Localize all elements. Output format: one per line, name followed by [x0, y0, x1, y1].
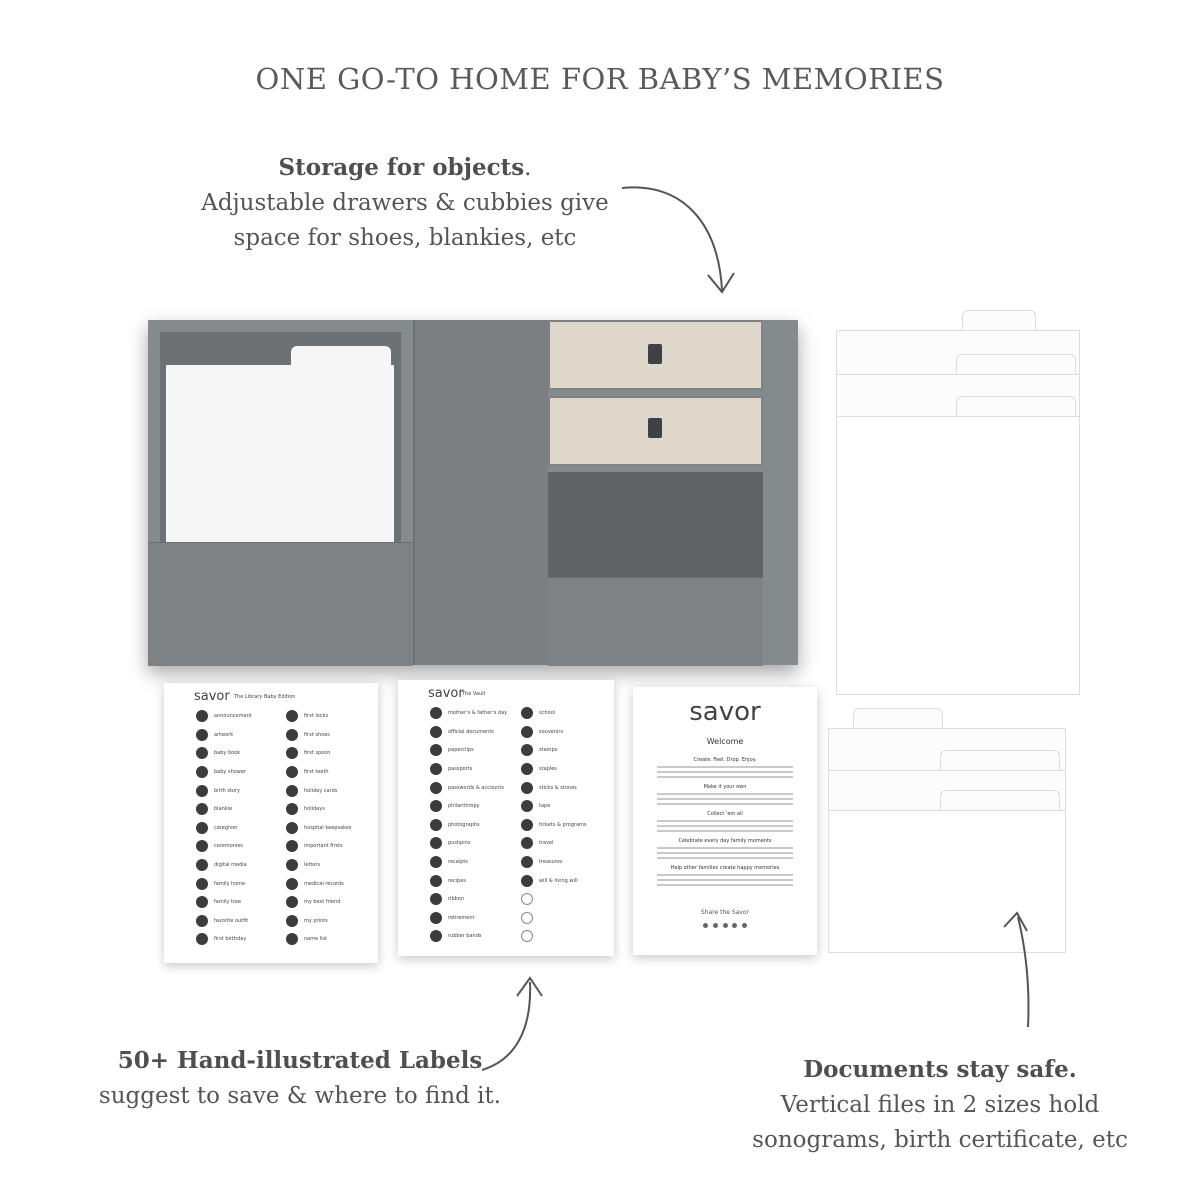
label-illustration-icon [286, 729, 298, 741]
welcome-sections [649, 751, 801, 886]
label-illustration-icon [521, 726, 533, 738]
label-item [286, 819, 368, 838]
welcome-brand: savor [689, 697, 761, 727]
storage-caption-line1: Adjustable drawers & cubbies give [201, 190, 609, 216]
label-item [196, 800, 278, 819]
label-text: holiday cards [304, 787, 338, 794]
box-front-pocket [148, 542, 413, 666]
label-text: caregiver [214, 824, 238, 831]
label-illustration-icon [521, 800, 533, 812]
label-item [430, 816, 513, 835]
documents-caption-line2: sonograms, birth certificate, etc [752, 1127, 1128, 1153]
label-text: paperclips [448, 747, 474, 754]
cubby [548, 472, 763, 577]
label-grid-vault [430, 704, 604, 938]
label-text: stamps [539, 747, 558, 754]
welcome-section-heading: Create. Feel. Drop. Enjoy. [693, 757, 757, 763]
label-text: birth story [214, 787, 240, 794]
label-illustration-icon [286, 878, 298, 890]
label-text: announcement [214, 713, 252, 720]
label-text: philanthropy [448, 803, 480, 810]
label-text: hospital keepsakes [304, 824, 352, 831]
label-item [430, 723, 513, 742]
label-text: first shoes [304, 731, 330, 738]
label-grid-library [196, 707, 368, 945]
welcome-text-line [657, 820, 793, 822]
label-illustration-icon [521, 819, 533, 831]
label-illustration-icon [430, 875, 442, 887]
welcome-text-line [657, 798, 793, 800]
label-item [286, 800, 368, 819]
label-text: will & living will [539, 877, 578, 884]
label-illustration-icon [196, 803, 208, 815]
label-item [521, 871, 604, 890]
label-text: family tree [214, 899, 242, 906]
label-item [521, 927, 604, 946]
label-text: receipts [448, 859, 468, 866]
label-item [286, 707, 368, 726]
label-illustration-icon [430, 819, 442, 831]
label-item [521, 778, 604, 797]
welcome-title: Welcome [706, 737, 744, 746]
label-item [430, 797, 513, 816]
label-item [286, 837, 368, 856]
label-text: official documents [448, 728, 494, 735]
label-item [521, 741, 604, 760]
label-item [521, 797, 604, 816]
welcome-text-line [657, 830, 793, 832]
box-right-panel [548, 320, 798, 665]
label-item [196, 819, 278, 838]
label-item [430, 909, 513, 928]
label-item [196, 781, 278, 800]
label-item [286, 912, 368, 931]
label-item [196, 856, 278, 875]
label-item [521, 760, 604, 779]
label-item [430, 760, 513, 779]
labels-caption-title: 50+ Hand-illustrated Labels [117, 1047, 483, 1074]
storage-arrow-icon [600, 180, 770, 310]
label-text: retirement [448, 914, 475, 921]
storage-caption [190, 150, 620, 256]
label-text: baby book [214, 750, 241, 757]
label-text: digital media [214, 862, 247, 869]
headline: ONE GO-TO HOME FOR BABY’S MEMORIES [255, 62, 945, 96]
label-text: important firsts [304, 843, 343, 850]
label-text: treasures [539, 859, 563, 866]
label-item [286, 893, 368, 912]
label-illustration-icon [430, 837, 442, 849]
label-text: favorite outfit [214, 917, 249, 924]
welcome-text-line [657, 847, 793, 849]
welcome-section-heading: Celebrate every day family moments [678, 838, 772, 844]
label-text: travel [539, 840, 554, 847]
label-item [196, 707, 278, 726]
label-text: tickets & programs [539, 821, 587, 828]
label-illustration-icon [286, 803, 298, 815]
label-illustration-icon [196, 878, 208, 890]
label-illustration-icon [286, 822, 298, 834]
social-icons [703, 923, 747, 929]
label-item [521, 853, 604, 872]
welcome-section-heading: Help other families create happy memories [670, 865, 780, 871]
social-icon [713, 923, 718, 928]
label-text: school [539, 710, 556, 717]
label-text: name list [304, 936, 328, 943]
drawer-bottom[interactable] [548, 396, 763, 466]
label-illustration-icon [430, 726, 442, 738]
label-sheet-vault [398, 680, 614, 956]
label-illustration-icon [430, 782, 442, 794]
label-text: my best friend [304, 899, 341, 906]
label-illustration-icon [430, 893, 442, 905]
label-illustration-icon [521, 930, 533, 942]
label-illustration-icon [521, 782, 533, 794]
label-illustration-icon [286, 896, 298, 908]
label-illustration-icon [286, 747, 298, 759]
social-icon [703, 923, 708, 928]
social-icon [723, 923, 728, 928]
label-text: blankie [214, 806, 233, 813]
label-item [196, 763, 278, 782]
documents-caption-line1: Vertical files in 2 sizes hold [780, 1092, 1100, 1118]
label-text: holidays [304, 806, 325, 813]
label-item [430, 741, 513, 760]
label-item [521, 704, 604, 723]
file-folder-tab [291, 346, 391, 370]
label-item [286, 930, 368, 949]
welcome-text-line [657, 803, 793, 805]
label-illustration-icon [521, 893, 533, 905]
label-text: recipes [448, 877, 467, 884]
label-item [196, 726, 278, 745]
label-text: my prints [304, 917, 328, 924]
label-text: tape [539, 803, 551, 810]
label-illustration-icon [521, 837, 533, 849]
label-text: mother's & father's day [448, 710, 508, 717]
label-illustration-icon [521, 744, 533, 756]
welcome-text-line [657, 793, 793, 795]
label-item [196, 837, 278, 856]
label-item [430, 927, 513, 946]
welcome-text-line [657, 884, 793, 886]
welcome-text-line [657, 879, 793, 881]
sheet-brand: savor [194, 689, 230, 704]
welcome-text-line [657, 852, 793, 854]
drawer-pull-icon [648, 344, 662, 364]
label-item [430, 778, 513, 797]
label-text: first teeth [304, 769, 329, 776]
box-left-panel [148, 320, 413, 665]
storage-caption-title: Storage for objects [278, 154, 525, 181]
label-text: medical records [304, 880, 344, 887]
label-illustration-icon [521, 912, 533, 924]
label-illustration-icon [521, 856, 533, 868]
storage-caption-period: . [524, 155, 532, 181]
label-illustration-icon [430, 856, 442, 868]
label-text: pushpins [448, 840, 471, 847]
label-illustration-icon [196, 859, 208, 871]
label-text: family home [214, 880, 246, 887]
sheet-brand: savor [428, 686, 464, 701]
label-illustration-icon [196, 840, 208, 852]
welcome-share: Share the Savor [700, 909, 750, 916]
welcome-text-line [657, 771, 793, 773]
label-illustration-icon [286, 933, 298, 945]
label-item [430, 890, 513, 909]
label-text: first birthday [214, 936, 247, 943]
label-illustration-icon [196, 729, 208, 741]
label-text: rubber bands [448, 933, 482, 940]
documents-arrow-icon [990, 905, 1060, 1035]
label-item [430, 871, 513, 890]
label-item [286, 726, 368, 745]
label-item [430, 853, 513, 872]
label-item [521, 890, 604, 909]
label-item [430, 834, 513, 853]
keepsake-box [148, 320, 798, 665]
label-text: photographs [448, 821, 480, 828]
social-icon [742, 923, 747, 928]
label-illustration-icon [286, 710, 298, 722]
welcome-text-line [657, 766, 793, 768]
label-illustration-icon [286, 840, 298, 852]
welcome-text-line [657, 874, 793, 876]
labels-caption [80, 1043, 520, 1114]
label-illustration-icon [430, 707, 442, 719]
label-text: passwords & accounts [448, 784, 504, 791]
label-illustration-icon [430, 800, 442, 812]
label-illustration-icon [286, 859, 298, 871]
sheet-subtitle: The Library Baby Edition [234, 694, 296, 700]
label-text: first spoon [304, 750, 331, 757]
label-item [196, 744, 278, 763]
label-text: staples [539, 766, 557, 773]
storage-caption-line2: space for shoes, blankies, etc [233, 225, 577, 251]
documents-caption-title: Documents stay safe. [803, 1056, 1077, 1083]
welcome-section-heading: Collect 'em all [707, 811, 743, 817]
label-text: first locks [304, 713, 329, 720]
label-item [286, 781, 368, 800]
label-item [430, 704, 513, 723]
label-text: sticks & stones [539, 784, 577, 791]
label-text: baby shower [214, 769, 247, 776]
label-item [196, 874, 278, 893]
documents-caption [740, 1052, 1140, 1158]
label-text: ribbon [448, 896, 465, 903]
label-text: passports [448, 766, 473, 773]
label-text: letters [304, 862, 321, 869]
label-illustration-icon [521, 707, 533, 719]
label-illustration-icon [196, 785, 208, 797]
label-item [286, 763, 368, 782]
box-spine [413, 320, 552, 665]
label-illustration-icon [196, 710, 208, 722]
label-item [196, 930, 278, 949]
label-text: ceremonies [214, 843, 244, 850]
label-illustration-icon [430, 912, 442, 924]
labels-caption-line1: suggest to save & where to find it. [98, 1083, 502, 1109]
label-item [521, 816, 604, 835]
label-illustration-icon [430, 930, 442, 942]
label-item [521, 834, 604, 853]
label-item [521, 909, 604, 928]
label-illustration-icon [196, 896, 208, 908]
label-illustration-icon [286, 766, 298, 778]
label-text: souvenirs [539, 728, 564, 735]
label-item [286, 856, 368, 875]
label-illustration-icon [196, 822, 208, 834]
welcome-text-line [657, 857, 793, 859]
label-illustration-icon [430, 744, 442, 756]
drawer-pull-icon [648, 418, 662, 438]
label-illustration-icon [430, 763, 442, 775]
label-illustration-icon [196, 933, 208, 945]
label-item [196, 893, 278, 912]
label-item [286, 744, 368, 763]
label-sheet-library [164, 683, 378, 963]
label-illustration-icon [286, 915, 298, 927]
welcome-text-line [657, 776, 793, 778]
label-illustration-icon [196, 747, 208, 759]
label-illustration-icon [286, 785, 298, 797]
label-illustration-icon [521, 875, 533, 887]
label-text: artwork [214, 731, 234, 738]
welcome-sheet [633, 687, 817, 955]
label-item [521, 723, 604, 742]
cubby-front [548, 577, 763, 666]
drawer-top[interactable] [548, 320, 763, 390]
file-folder [166, 365, 394, 555]
social-icon [732, 923, 737, 928]
welcome-section-heading: Make it your own [703, 784, 747, 790]
sheet-subtitle: The Vault [462, 691, 486, 697]
label-item [196, 912, 278, 931]
large-file-folders [836, 310, 1080, 695]
label-illustration-icon [196, 915, 208, 927]
welcome-text-line [657, 825, 793, 827]
label-item [286, 874, 368, 893]
label-illustration-icon [521, 763, 533, 775]
label-illustration-icon [196, 766, 208, 778]
